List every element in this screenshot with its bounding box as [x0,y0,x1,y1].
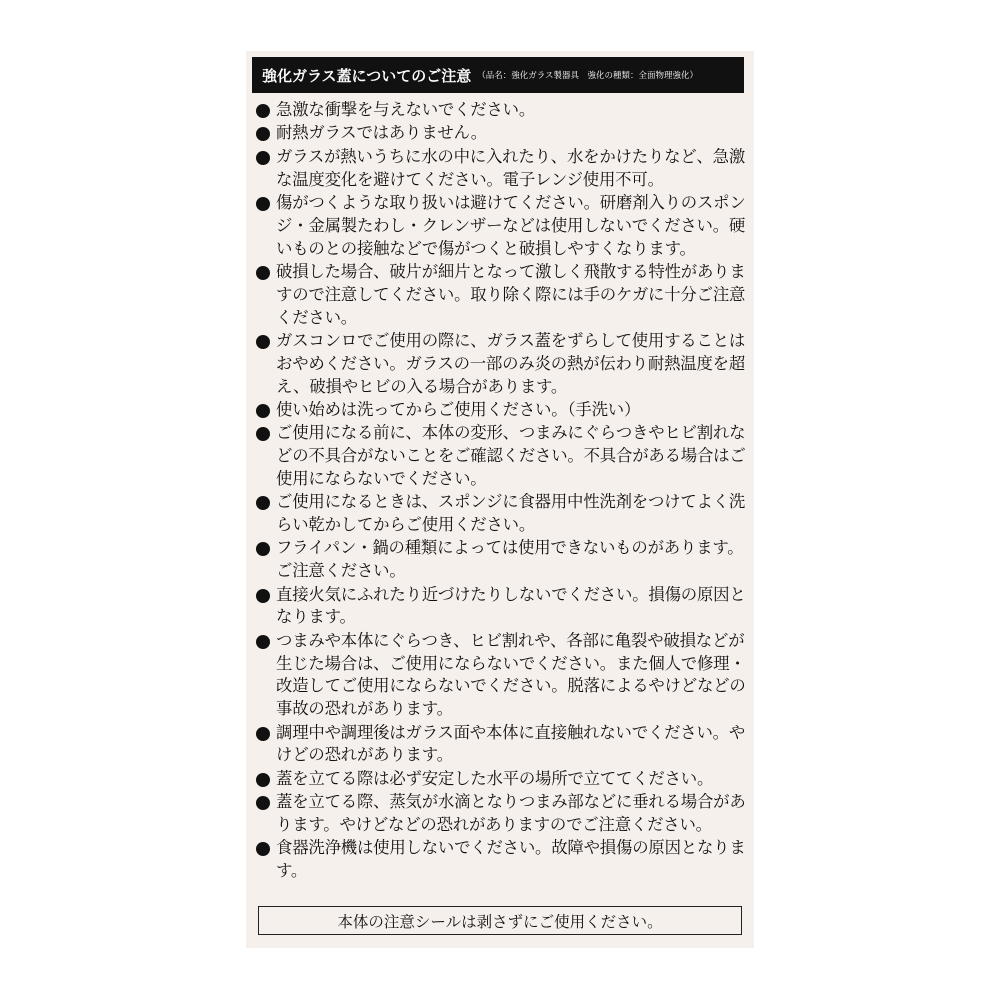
caution-item [256,261,746,329]
caution-text: 使い始めは洗ってからご使用ください。（手洗い） [276,399,641,419]
caution-text: 蓋を立てる際は必ず安定した水平の場所で立ててください。 [276,768,714,788]
caution-item [256,722,746,768]
caution-item [256,630,746,721]
caution-item [256,537,746,583]
label-header [252,57,744,93]
caution-item [256,146,746,192]
bullet-icon [256,197,270,211]
caution-item [256,584,746,630]
bullet-icon [256,496,270,510]
caution-text: 食器洗浄機は使用しないでください。故障や損傷の原因となります。 [276,838,746,881]
caution-list [256,99,746,884]
caution-text: ご使用になるときは、スポンジに食器用中性洗剤をつけてよく洗らい乾かしてからご使用ください。 [276,492,746,535]
caution-text: 急激な衝撃を与えないでください。 [276,100,536,119]
caution-item [256,192,746,260]
caution-item [256,422,746,490]
bullet-icon [256,335,270,349]
bullet-icon [256,727,270,741]
seal-notice [258,906,742,935]
caution-item [256,99,746,122]
caution-item [256,122,746,145]
bullet-icon [256,589,270,603]
caution-item [256,768,746,791]
bullet-icon [256,542,270,556]
caution-text: ご使用になる前に、本体の変形、つまみにぐらつきやヒビ割れなどの不具合がないことをご確認ください。不具合がある場合はご使用にならないでください。 [276,423,746,488]
caution-text: ガラスが熱いうちに水の中に入れたり、水をかけたりなど、急激な温度変化を避けてください。電子レンジ使用不可。 [276,146,746,189]
bullet-icon [256,773,270,787]
caution-text: 調理中や調理後はガラス面や本体に直接触れないでください。やけどの恐れがあります。 [276,722,746,765]
caution-item [256,791,746,837]
label-title: 強化ガラス蓋についてのご注意 [262,66,472,85]
bullet-icon [256,127,270,141]
product-info: （品名：強化ガラス製器具 強化の種類：全面物理強化） [477,71,699,81]
caution-item [256,399,746,422]
bullet-icon [256,796,270,810]
caution-text: 蓋を立てる際、蒸気が水滴となりつまみ部などに垂れる場合があります。やけどなどの恐れがありますのでご注意ください。 [276,792,746,835]
caution-text: つまみや本体にぐらつき、ヒビ割れや、各部に亀裂や破損などが生じた場合は、ご使用にならないでください。また個人で修理・改造してご使用にならないでください。脱落によるやけどなどの事故の恐れがあります。 [276,630,746,719]
caution-text: 耐熱ガラスではありません。 [276,123,487,143]
bullet-icon [256,151,270,165]
bullet-icon [256,842,270,856]
bullet-icon [256,635,270,649]
bullet-icon [256,427,270,441]
caution-text: 直接火気にふれたり近づけたりしないでください。損傷の原因となります。 [276,584,746,627]
bullet-icon [256,104,270,118]
caution-item [256,330,746,398]
bullet-icon [256,404,270,418]
seal-notice-text: 本体の注意シールは剥さずにご使用ください。 [337,912,663,931]
caution-label [246,51,754,948]
caution-text: フライパン・鍋の種類によっては使用できないものがあります。ご注意ください。 [276,538,744,581]
bullet-icon [256,266,270,280]
caution-item [256,491,746,537]
caution-text: 傷がつくような取り扱いは避けてください。研磨剤入りのスポンジ・金属製たわし・クレンザーなどは使用しないでください。硬いものとの接触などで傷がつくと破損しやすくなります。 [276,192,746,258]
caution-item [256,837,746,883]
caution-text: ガスコンロでご使用の際に、ガラス蓋をずらして使用することはおやめください。ガラスの一部のみ炎の熱が伝わり耐熱温度を超え、破損やヒビの入る場合があります。 [276,330,746,396]
caution-text: 破損した場合、破片が細片となって激しく飛散する特性がありますので注意してください。取り除く際には手のケガに十分ご注意ください。 [276,261,746,327]
